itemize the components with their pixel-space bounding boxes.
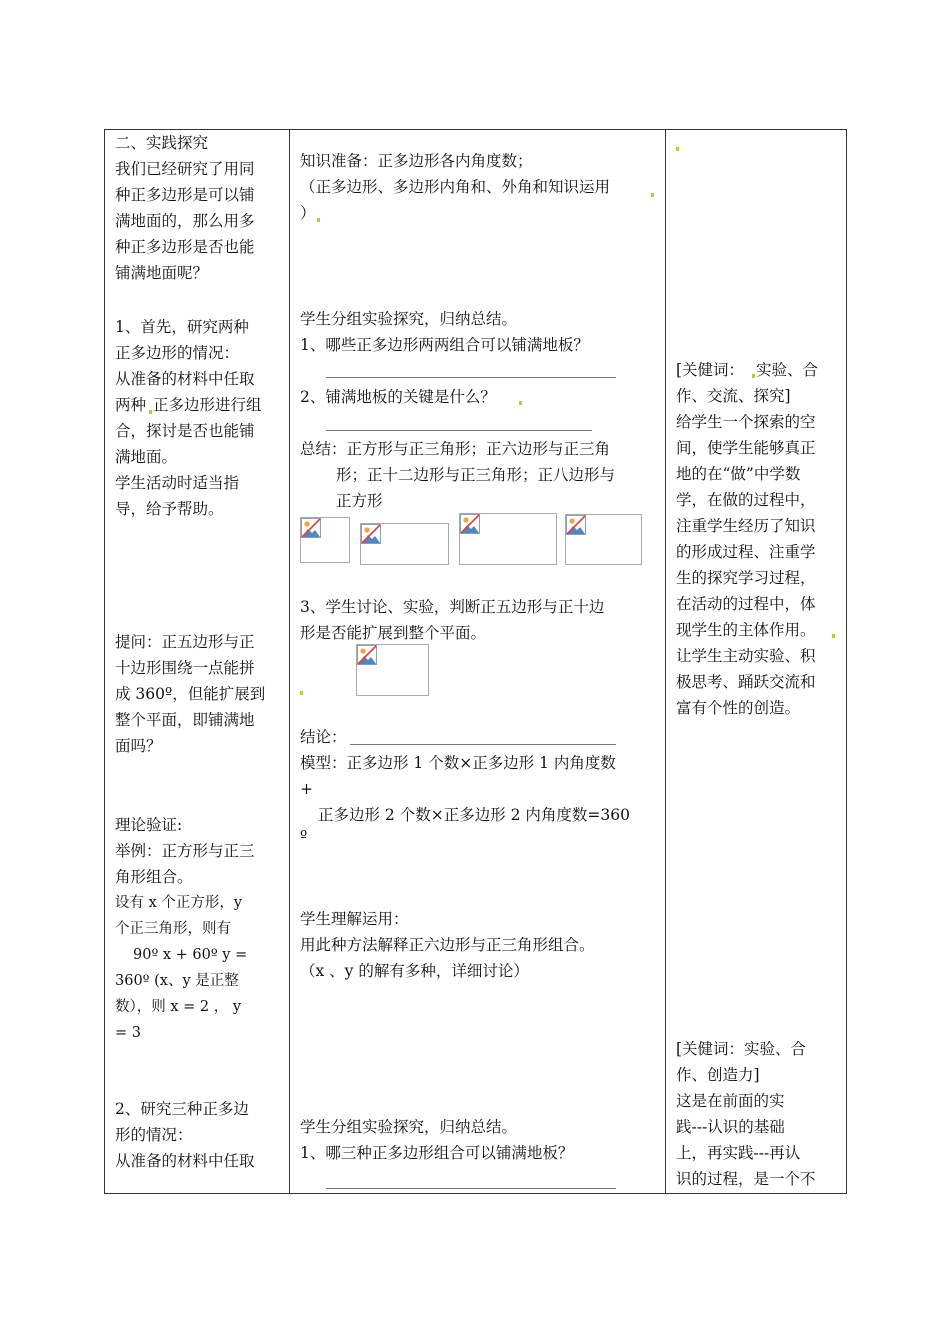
annotation-mark (519, 401, 522, 405)
answer-blank[interactable] (326, 1188, 616, 1189)
text-line: 从准备的材料中任取 (115, 1152, 255, 1170)
tiling-image (459, 513, 557, 565)
annotation-mark (149, 410, 152, 414)
keyword-line: 实验、合 (756, 361, 819, 379)
text-line: 1、哪三种正多边形组合可以铺满地板？ (300, 1144, 574, 1162)
text-line: 合，探讨是否也能铺 (115, 422, 255, 440)
text-line: 种正多边形是否也能 (115, 238, 255, 256)
tiling-image (300, 517, 350, 563)
keyword-line: 作、创造力] (676, 1066, 760, 1084)
text-line: 学，在做的过程中， (676, 491, 816, 509)
equation-line: 90º x + 60º y = (133, 947, 248, 963)
summary-line: 正方形 (336, 492, 383, 510)
tiling-image (360, 523, 449, 565)
text-line: 面吗？ (115, 737, 162, 755)
text-line: 践---认识的基础 (676, 1118, 785, 1136)
text-line: 1、哪些正多边形两两组合可以铺满地板？ (300, 336, 589, 354)
tiling-image (565, 514, 642, 565)
text-line: 我们已经研究了用同 (115, 160, 255, 178)
text-line: 3、学生讨论、实验，判断正五边形与正十边 (300, 598, 605, 616)
text-line: 注重学生经历了知识 (676, 517, 816, 535)
broken-image-icon (566, 515, 586, 535)
text-line: 结论： (300, 728, 347, 746)
text-line: 学生活动时适当指 (115, 474, 240, 492)
design-intent-column (666, 130, 847, 1193)
text-line: 种正多边形是可以铺 (115, 186, 255, 204)
summary-line: 形；正十二边形与正三角形；正八边形与 (336, 466, 616, 484)
broken-image-icon (357, 645, 377, 665)
text-line: 的形成过程、注重学 (676, 543, 816, 561)
formula-line: 正多边形 2 个数×正多边形 2 内角度数=360 (318, 806, 630, 824)
text-line: 满地面。 (115, 448, 178, 466)
tiling-image (356, 644, 429, 696)
formula-line: + (300, 780, 313, 798)
section-heading: 二、实践探究 (115, 134, 209, 152)
answer-blank[interactable] (326, 377, 616, 378)
text-line: 正多边形进行组 (153, 396, 262, 414)
text-line: 理论验证: (115, 816, 183, 834)
text-line: 在活动的过程中，体 (676, 595, 816, 613)
formula-line: º (300, 828, 308, 846)
text-line: ） (300, 204, 316, 222)
text-line: 两种 (115, 396, 147, 414)
keyword-line: [关健词：实验、合 (676, 1040, 807, 1058)
text-line: 地的在“做”中学数 (676, 465, 801, 483)
text-line: 知识准备：正多边形各内角度数； (300, 152, 533, 170)
equation-line: 数），则 x = 2 ， y (115, 999, 242, 1015)
text-line: 举例：正方形与正三 (115, 842, 255, 860)
equation-line: = 3 (115, 1025, 141, 1041)
annotation-mark (676, 147, 679, 151)
broken-image-icon (361, 524, 381, 544)
annotation-mark (300, 691, 303, 695)
text-line: 上，再实践---再认 (676, 1144, 801, 1162)
text-line: 导，给予帮助。 (115, 500, 224, 518)
keyword-line: 作、交流、探究] (676, 387, 791, 405)
text-line: 给学生一个探索的空 (676, 413, 816, 431)
answer-blank[interactable] (326, 430, 592, 431)
annotation-mark (651, 193, 654, 197)
text-line: 学生分组实验探究，归纳总结。 (300, 310, 518, 328)
lesson-table (104, 129, 847, 1194)
text-line: 成 360º，但能扩展到 (115, 685, 266, 703)
text-line: 正多边形的情况： (115, 344, 240, 362)
text-line: 1、首先，研究两种 (115, 318, 249, 336)
text-line: 设有 x 个正方形，y (115, 895, 243, 911)
text-line: （x 、y 的解有多种，详细讨论） (300, 962, 529, 980)
text-line: 学生理解运用： (300, 910, 409, 928)
annotation-mark (832, 634, 835, 638)
text-line: 极思考、踊跃交流和 (676, 673, 816, 691)
broken-image-icon (301, 518, 321, 538)
text-line: 形的情况： (115, 1126, 193, 1144)
text-line: 识的过程，是一个不 (676, 1170, 816, 1188)
text-line: 2、研究三种正多边 (115, 1100, 249, 1118)
summary-line: 总结：正方形与正三角形；正六边形与正三角 (300, 440, 611, 458)
annotation-mark (317, 218, 320, 222)
text-line: 生的探究学习过程， (676, 569, 816, 587)
text-line: 个正三角形，则有 (115, 921, 231, 937)
teaching-steps-column (105, 130, 289, 1193)
text-line: 2、铺满地板的关键是什么？ (300, 388, 496, 406)
text-line: 这是在前面的实 (676, 1092, 785, 1110)
text-line: 满地面的，那么用多 (115, 212, 255, 230)
text-line: 提问：正五边形与正 (115, 633, 255, 651)
answer-blank[interactable] (350, 744, 616, 745)
text-line: 角形组合。 (115, 868, 193, 886)
text-line: 铺满地面呢？ (115, 264, 209, 282)
text-line: 让学生主动实验、积 (676, 647, 816, 665)
keyword-line: [关健词： (676, 361, 745, 379)
text-line: 从准备的材料中任取 (115, 370, 255, 388)
equation-line: 360º (x、y 是正整 (115, 973, 239, 989)
text-line: 十边形围绕一点能拼 (115, 659, 255, 677)
text-line: 用此种方法解释正六边形与正三角形组合。 (300, 936, 595, 954)
text-line: 形是否能扩展到整个平面。 (300, 624, 487, 642)
text-line: （正多边形、多边形内角和、外角和知识运用 (300, 178, 611, 196)
text-line: 现学生的主体作用。 (676, 621, 816, 639)
annotation-mark (752, 374, 755, 378)
text-line: 富有个性的创造。 (676, 699, 801, 717)
text-line: 学生分组实验探究，归纳总结。 (300, 1118, 518, 1136)
formula-line: 模型：正多边形 1 个数×正多边形 1 内角度数 (300, 754, 616, 772)
broken-image-icon (460, 514, 480, 534)
student-activity-column (290, 130, 665, 1193)
text-line: 整个平面，即铺满地 (115, 711, 255, 729)
text-line: 间，使学生能够真正 (676, 439, 816, 457)
